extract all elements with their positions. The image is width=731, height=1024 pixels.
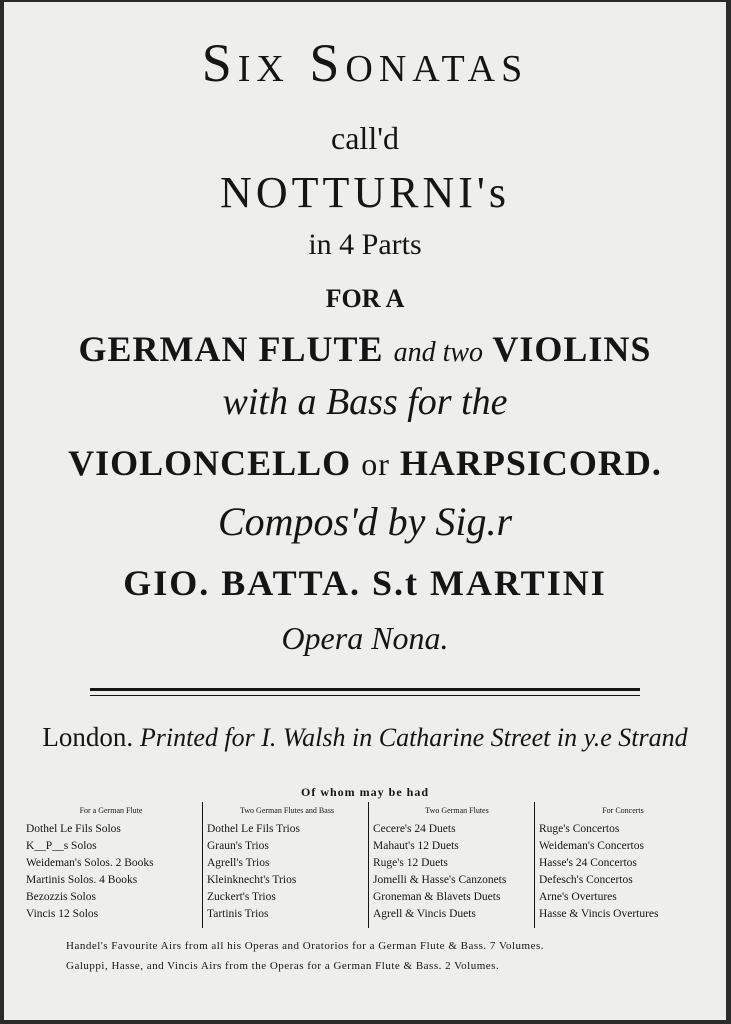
title-with-a-bass: with a Bass for the <box>222 381 508 423</box>
list-item: Ruge's 12 Duets <box>373 857 448 869</box>
list-item: Hasse's 24 Concertos <box>539 857 637 869</box>
list-item: Dothel Le Fils Trios <box>207 823 300 835</box>
column-head: Two German Flutes and Bass <box>239 806 335 815</box>
title-page <box>4 2 726 1020</box>
list-item: Vincis 12 Solos <box>26 908 99 920</box>
list-item: Cecere's 24 Duets <box>373 823 456 835</box>
list-item: Martinis Solos. 4 Books <box>26 874 138 886</box>
list-item: Ruge's Concertos <box>539 823 620 835</box>
list-item: K__P__s Solos <box>26 840 97 852</box>
title-violoncello: VIOLONCELLO <box>68 443 352 483</box>
list-item: Hasse & Vincis Overtures <box>539 908 659 920</box>
title-for-a: FOR A <box>325 284 405 313</box>
catalogue-columns <box>26 802 702 928</box>
list-item: Agrell & Vincis Duets <box>373 908 476 920</box>
divider-thin <box>90 695 640 696</box>
column-head: Two German Flutes <box>425 806 489 815</box>
title-composer: GIO. BATTA. S.t MARTINI <box>123 563 607 603</box>
list-item: Dothel Le Fils Solos <box>26 823 121 835</box>
list-item: Defesch's Concertos <box>539 874 633 886</box>
imprint-text: Printed for I. Walsh in Catharine Street in y.e Strand <box>139 723 688 752</box>
catalogue-column-flute <box>26 802 196 928</box>
catalogue-heading: Of whom may be had <box>300 785 429 799</box>
title-notturnis: NOTTURNI's <box>220 168 510 217</box>
list-item: Groneman & Blavets Duets <box>373 891 501 903</box>
catalogue-footer-handel: Handel's Favourite Airs from all his Operas and Oratorios for a German Flute & Bass. 7 Volumes. <box>66 940 545 952</box>
title-opus: Opera Nona. <box>281 620 449 656</box>
title-or: or <box>361 446 390 482</box>
list-item: Agrell's Trios <box>207 857 270 869</box>
list-item: Zuckert's Trios <box>207 891 276 903</box>
title-calld: call'd <box>331 120 399 156</box>
list-item: Kleinknecht's Trios <box>207 874 297 886</box>
catalogue-column-concerts <box>534 802 707 928</box>
catalogue-footer-galuppi: Galuppi, Hasse, and Vincis Airs from the Operas for a German Flute & Bass. 2 Volumes. <box>66 960 500 972</box>
list-item: Weideman's Solos. 2 Books <box>26 857 154 869</box>
title-and-two: and two <box>393 337 484 368</box>
catalogue-column-two-flutes <box>368 802 541 928</box>
title-in-4-parts: in 4 Parts <box>308 228 422 261</box>
list-item: Graun's Trios <box>207 840 269 852</box>
imprint <box>4 722 726 753</box>
divider-thick <box>90 688 640 691</box>
title-harpsicord: HARPSICORD. <box>399 443 662 483</box>
title-german-flute: GERMAN FLUTE <box>78 329 384 369</box>
title-instruments <box>4 328 726 370</box>
list-item: Arne's Overtures <box>539 891 617 903</box>
list-item: Mahaut's 12 Duets <box>373 840 459 852</box>
column-head: For Concerts <box>602 806 644 815</box>
title-six-sonatas: Six Sonatas <box>201 33 529 93</box>
list-item: Bezozzis Solos <box>26 891 96 903</box>
catalogue-column-two-flutes-bass <box>202 802 367 928</box>
title-composd-by: Compos'd by Sig.r <box>217 499 513 544</box>
list-item: Weideman's Concertos <box>539 840 644 852</box>
list-item: Tartinis Trios <box>207 908 269 920</box>
column-head: For a German Flute <box>79 806 143 815</box>
imprint-city: London. <box>42 722 134 752</box>
list-item: Jomelli & Hasse's Canzonets <box>373 874 507 886</box>
title-bass-instruments <box>4 442 726 484</box>
title-violins: VIOLINS <box>492 329 652 369</box>
